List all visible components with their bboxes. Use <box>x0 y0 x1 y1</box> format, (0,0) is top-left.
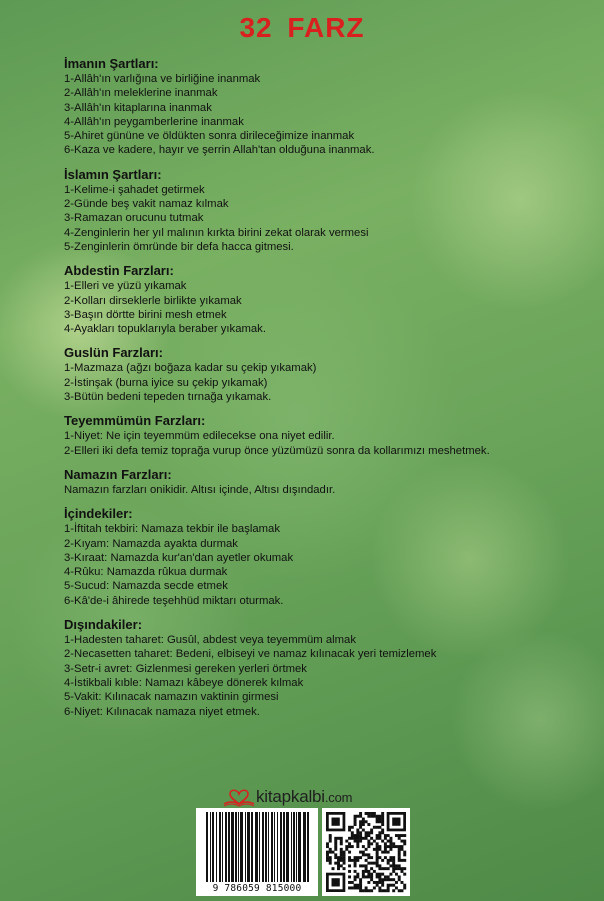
section-line: 2-Günde beş vakit namaz kılmak <box>64 198 229 211</box>
section <box>64 467 584 497</box>
section-line: 1-Allâh'ın varlığına ve birliğine inanmak <box>64 73 261 85</box>
section-line: 6-Niyet: Kılınacak namaza niyet etmek. <box>64 705 260 718</box>
section-line: 4-Rûku: Namazda rûkua durmak <box>64 566 228 579</box>
section-line: 3-Allâh'ın kitaplarına inanmak <box>64 101 212 114</box>
section-line: 1-Kelime-i şahadet getirmek <box>64 183 205 196</box>
section-heading: Namazın Farzları: <box>64 466 172 482</box>
section-line: 6-Kaza ve kadere, hayır ve şerrin Allah'tan olduğuna inanmak. <box>64 144 375 157</box>
section-line: 4-Allâh'ın peygamberlerine inanmak <box>64 115 244 128</box>
section <box>64 167 584 254</box>
section-heading: İmanın Şartları: <box>64 56 159 71</box>
section-heading: Guslün Farzları: <box>64 345 163 361</box>
section-line: 1-Hadesten taharet: Gusûl, abdest veya teyemmüm almak <box>64 634 356 647</box>
section-line: 2-İstinşak (burna iyice su çekip yıkamak) <box>64 376 268 389</box>
section-heading: Teyemmümün Farzları: <box>64 413 206 429</box>
qr-code-image <box>322 808 410 896</box>
section <box>64 413 584 458</box>
section-line: 2-Necasetten taharet: Bedeni, elbiseyi ve namaz kılınacak yeri temizlemek <box>64 648 437 661</box>
section-line: 4-Zenginlerin her yıl malının kırkta birini zekat olarak vermesi <box>64 226 369 239</box>
section <box>64 263 584 336</box>
section-line: 4-Ayakları topuklarıyla beraber yıkamak. <box>64 323 266 336</box>
section-line: 5-Zenginlerin ömründe bir defa hacca gitmesi. <box>64 240 294 253</box>
section-line: 1-Mazmaza (ağzı boğaza kadar su çekip yıkamak) <box>64 362 317 375</box>
section-line: 3-Başın dörtte birini mesh etmek <box>64 308 227 321</box>
publisher-name: kitapkalbi.com <box>256 787 353 806</box>
section-line: 3-Bütün bedeni tepeden tırnağa yıkamak. <box>64 391 272 404</box>
section-line: 2-Kolları dirseklerle birlikte yıkamak <box>64 294 242 307</box>
section-line: 5-Vakit: Kılınacak namazın vaktinin girmesi <box>64 691 279 704</box>
content <box>64 56 584 728</box>
section <box>64 345 584 404</box>
section-line: 4-İstikbali kıble: Namazı kâbeye dönerek kılmak <box>64 676 304 689</box>
page-title: 32 FARZ <box>239 12 365 43</box>
section <box>64 506 584 608</box>
barcode <box>196 808 318 896</box>
section-line: 3-Kıraat: Namazda kur'an'dan ayetler okumak <box>64 551 294 564</box>
section-line: 2-Elleri iki defa temiz toprağa vurup önce yüzümüzü sonra da kollarımızı meshetmek. <box>64 444 490 457</box>
barcode-digits: 9 786059 815000 <box>212 883 302 894</box>
section <box>64 617 584 719</box>
publisher-logo <box>222 786 392 808</box>
section-heading: Abdestin Farzları: <box>64 263 174 279</box>
barcode-bars <box>196 808 318 884</box>
section <box>64 56 584 158</box>
section-heading: İslamın Şartları: <box>64 166 162 182</box>
section-line: 3-Ramazan orucunu tutmak <box>64 212 204 225</box>
section-heading: İçindekiler: <box>64 506 133 522</box>
section-line: 5-Ahiret gününe ve öldükten sonra dirileceğimize inanmak <box>64 130 355 143</box>
section-line: 1-Niyet: Ne için teyemmüm edilecekse ona niyet edilir. <box>64 430 335 443</box>
heart-book-icon <box>222 787 256 807</box>
qr-code <box>322 808 410 896</box>
section-line: 1-İftitah tekbiri: Namaza tekbir ile başlamak <box>64 523 280 536</box>
section-line: 2-Kıyam: Namazda ayakta durmak <box>64 537 238 550</box>
section-line: 2-Allâh'ın meleklerine inanmak <box>64 87 218 100</box>
section-heading: Dışındakiler: <box>64 617 143 633</box>
section-line: 3-Setr-i avret: Gizlenmesi gereken yerleri örtmek <box>64 662 307 675</box>
section-line: 5-Sucud: Namazda secde etmek <box>64 580 228 593</box>
section-line: 1-Elleri ve yüzü yıkamak <box>64 280 187 293</box>
section-line: 6-Kâ'de-i âhirede teşehhüd miktarı oturmak. <box>64 594 284 607</box>
section-line: Namazın farzları onikidir. Altısı içinde, Altısı dışındadır. <box>64 483 336 496</box>
